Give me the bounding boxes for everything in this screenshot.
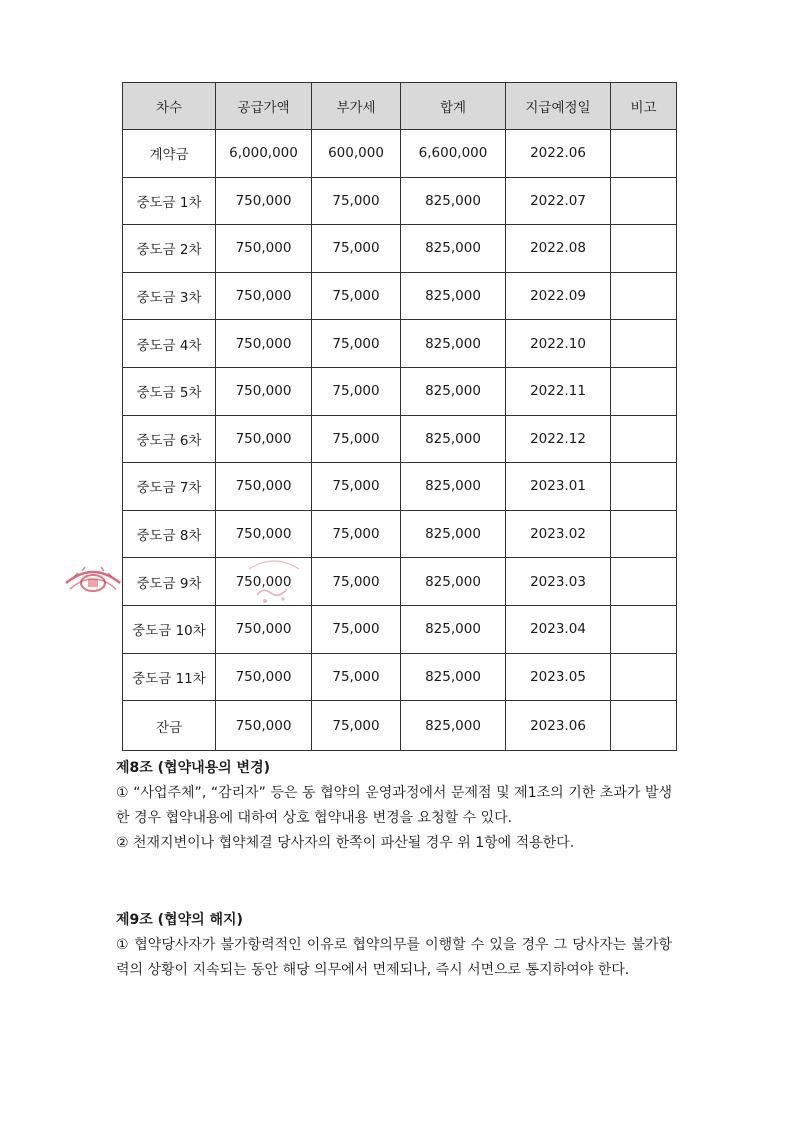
- cell-vat: 75,000: [312, 653, 401, 701]
- cell-supply-price: 750,000: [216, 320, 312, 368]
- cell-remarks: [611, 701, 677, 751]
- cell-total: 825,000: [401, 225, 506, 273]
- cell-installment: 잔금: [123, 701, 216, 751]
- cell-supply-price: 6,000,000: [216, 130, 312, 178]
- table-row: [123, 463, 677, 511]
- cell-due-date: 2023.05: [506, 653, 611, 701]
- cell-due-date: 2022.12: [506, 415, 611, 463]
- cell-vat: 600,000: [312, 130, 401, 178]
- header-installment: 차수: [123, 83, 216, 130]
- cell-total: 825,000: [401, 177, 506, 225]
- cell-supply-price: 750,000: [216, 225, 312, 273]
- header-due-date: 지급예정일: [506, 83, 611, 130]
- cell-due-date: 2023.04: [506, 605, 611, 653]
- cell-remarks: [611, 177, 677, 225]
- cell-supply-price: 750,000: [216, 463, 312, 511]
- cell-remarks: [611, 415, 677, 463]
- cell-remarks: [611, 510, 677, 558]
- article-9-section: [116, 908, 672, 983]
- cell-total: 825,000: [401, 701, 506, 751]
- cell-vat: 75,000: [312, 177, 401, 225]
- cell-total: 825,000: [401, 415, 506, 463]
- table-row: [123, 605, 677, 653]
- article-8-clause-1: ① “사업주체”, “감리자” 등은 동 협약의 운영과정에서 문제점 및 제1조의 기한 초과가 발생한 경우 협약내용에 대하여 상호 협약내용 변경을 요청할 수 있다.: [116, 785, 672, 826]
- cell-total: 825,000: [401, 510, 506, 558]
- cell-vat: 75,000: [312, 320, 401, 368]
- cell-supply-price: 750,000: [216, 272, 312, 320]
- cell-remarks: [611, 463, 677, 511]
- cell-vat: 75,000: [312, 510, 401, 558]
- cell-total: 825,000: [401, 272, 506, 320]
- table-row: [123, 225, 677, 273]
- cell-remarks: [611, 320, 677, 368]
- table-row: [123, 701, 677, 751]
- cell-vat: 75,000: [312, 463, 401, 511]
- cell-supply-price: 750,000: [216, 367, 312, 415]
- cell-installment: 중도금 5차: [123, 367, 216, 415]
- cell-installment: 중도금 10차: [123, 605, 216, 653]
- table-row: [123, 367, 677, 415]
- cell-remarks: [611, 272, 677, 320]
- table-row: [123, 510, 677, 558]
- cell-remarks: [611, 558, 677, 606]
- table-header-row: [123, 83, 677, 130]
- cell-total: 825,000: [401, 653, 506, 701]
- cell-installment: 중도금 11차: [123, 653, 216, 701]
- table-row: [123, 177, 677, 225]
- cell-vat: 75,000: [312, 415, 401, 463]
- cell-installment: 중도금 3차: [123, 272, 216, 320]
- cell-installment: 중도금 7차: [123, 463, 216, 511]
- cell-total: 825,000: [401, 558, 506, 606]
- cell-supply-price: 750,000: [216, 177, 312, 225]
- header-vat: 부가세: [312, 83, 401, 130]
- cell-due-date: 2022.09: [506, 272, 611, 320]
- article-9-title: 제9조 (협약의 해지): [116, 912, 243, 928]
- cell-installment: 중도금 1차: [123, 177, 216, 225]
- cell-total: 825,000: [401, 605, 506, 653]
- table-row: [123, 415, 677, 463]
- cell-vat: 75,000: [312, 225, 401, 273]
- cell-installment: 계약금: [123, 130, 216, 178]
- cell-due-date: 2022.10: [506, 320, 611, 368]
- cell-remarks: [611, 653, 677, 701]
- cell-installment: 중도금 4차: [123, 320, 216, 368]
- cell-remarks: [611, 605, 677, 653]
- faint-seal-icon: [243, 555, 305, 607]
- cell-vat: 75,000: [312, 701, 401, 751]
- cell-total: 825,000: [401, 320, 506, 368]
- table-row: [123, 558, 677, 606]
- payment-schedule-table: [122, 82, 677, 751]
- cell-due-date: 2023.01: [506, 463, 611, 511]
- table-row: [123, 130, 677, 178]
- cell-due-date: 2022.08: [506, 225, 611, 273]
- cell-due-date: 2022.11: [506, 367, 611, 415]
- seal-stamp-icon: [62, 553, 124, 595]
- cell-due-date: 2022.06: [506, 130, 611, 178]
- cell-due-date: 2022.07: [506, 177, 611, 225]
- cell-supply-price: 750,000: [216, 558, 312, 606]
- cell-supply-price: 750,000: [216, 701, 312, 751]
- cell-installment: 중도금 8차: [123, 510, 216, 558]
- cell-due-date: 2023.06: [506, 701, 611, 751]
- table-row: [123, 272, 677, 320]
- cell-due-date: 2023.02: [506, 510, 611, 558]
- table-row: [123, 320, 677, 368]
- cell-installment: 중도금 9차: [123, 558, 216, 606]
- cell-total: 825,000: [401, 463, 506, 511]
- article-8-section: [116, 756, 672, 856]
- cell-remarks: [611, 130, 677, 178]
- cell-total: 6,600,000: [401, 130, 506, 178]
- cell-supply-price: 750,000: [216, 510, 312, 558]
- cell-supply-price: 750,000: [216, 653, 312, 701]
- cell-vat: 75,000: [312, 367, 401, 415]
- cell-due-date: 2023.03: [506, 558, 611, 606]
- cell-vat: 75,000: [312, 605, 401, 653]
- article-8-title: 제8조 (협약내용의 변경): [116, 760, 271, 776]
- cell-installment: 중도금 2차: [123, 225, 216, 273]
- header-total: 합계: [401, 83, 506, 130]
- cell-remarks: [611, 225, 677, 273]
- cell-installment: 중도금 6차: [123, 415, 216, 463]
- header-supply-price: 공급가액: [216, 83, 312, 130]
- cell-total: 825,000: [401, 367, 506, 415]
- cell-remarks: [611, 367, 677, 415]
- cell-vat: 75,000: [312, 558, 401, 606]
- table-row: [123, 653, 677, 701]
- cell-vat: 75,000: [312, 272, 401, 320]
- article-9-clause-1: ① 협약당사자가 불가항력적인 이유로 협약의무를 이행할 수 있을 경우 그 당사자는 불가항력의 상황이 지속되는 동안 해당 의무에서 면제되나, 즉시 서면으로 통지하여야 한다.: [116, 937, 672, 978]
- header-remarks: 비고: [611, 83, 677, 130]
- article-8-clause-2: ② 천재지변이나 협약체결 당사자의 한쪽이 파산될 경우 위 1항에 적용한다.: [116, 835, 575, 851]
- cell-supply-price: 750,000: [216, 605, 312, 653]
- cell-supply-price: 750,000: [216, 415, 312, 463]
